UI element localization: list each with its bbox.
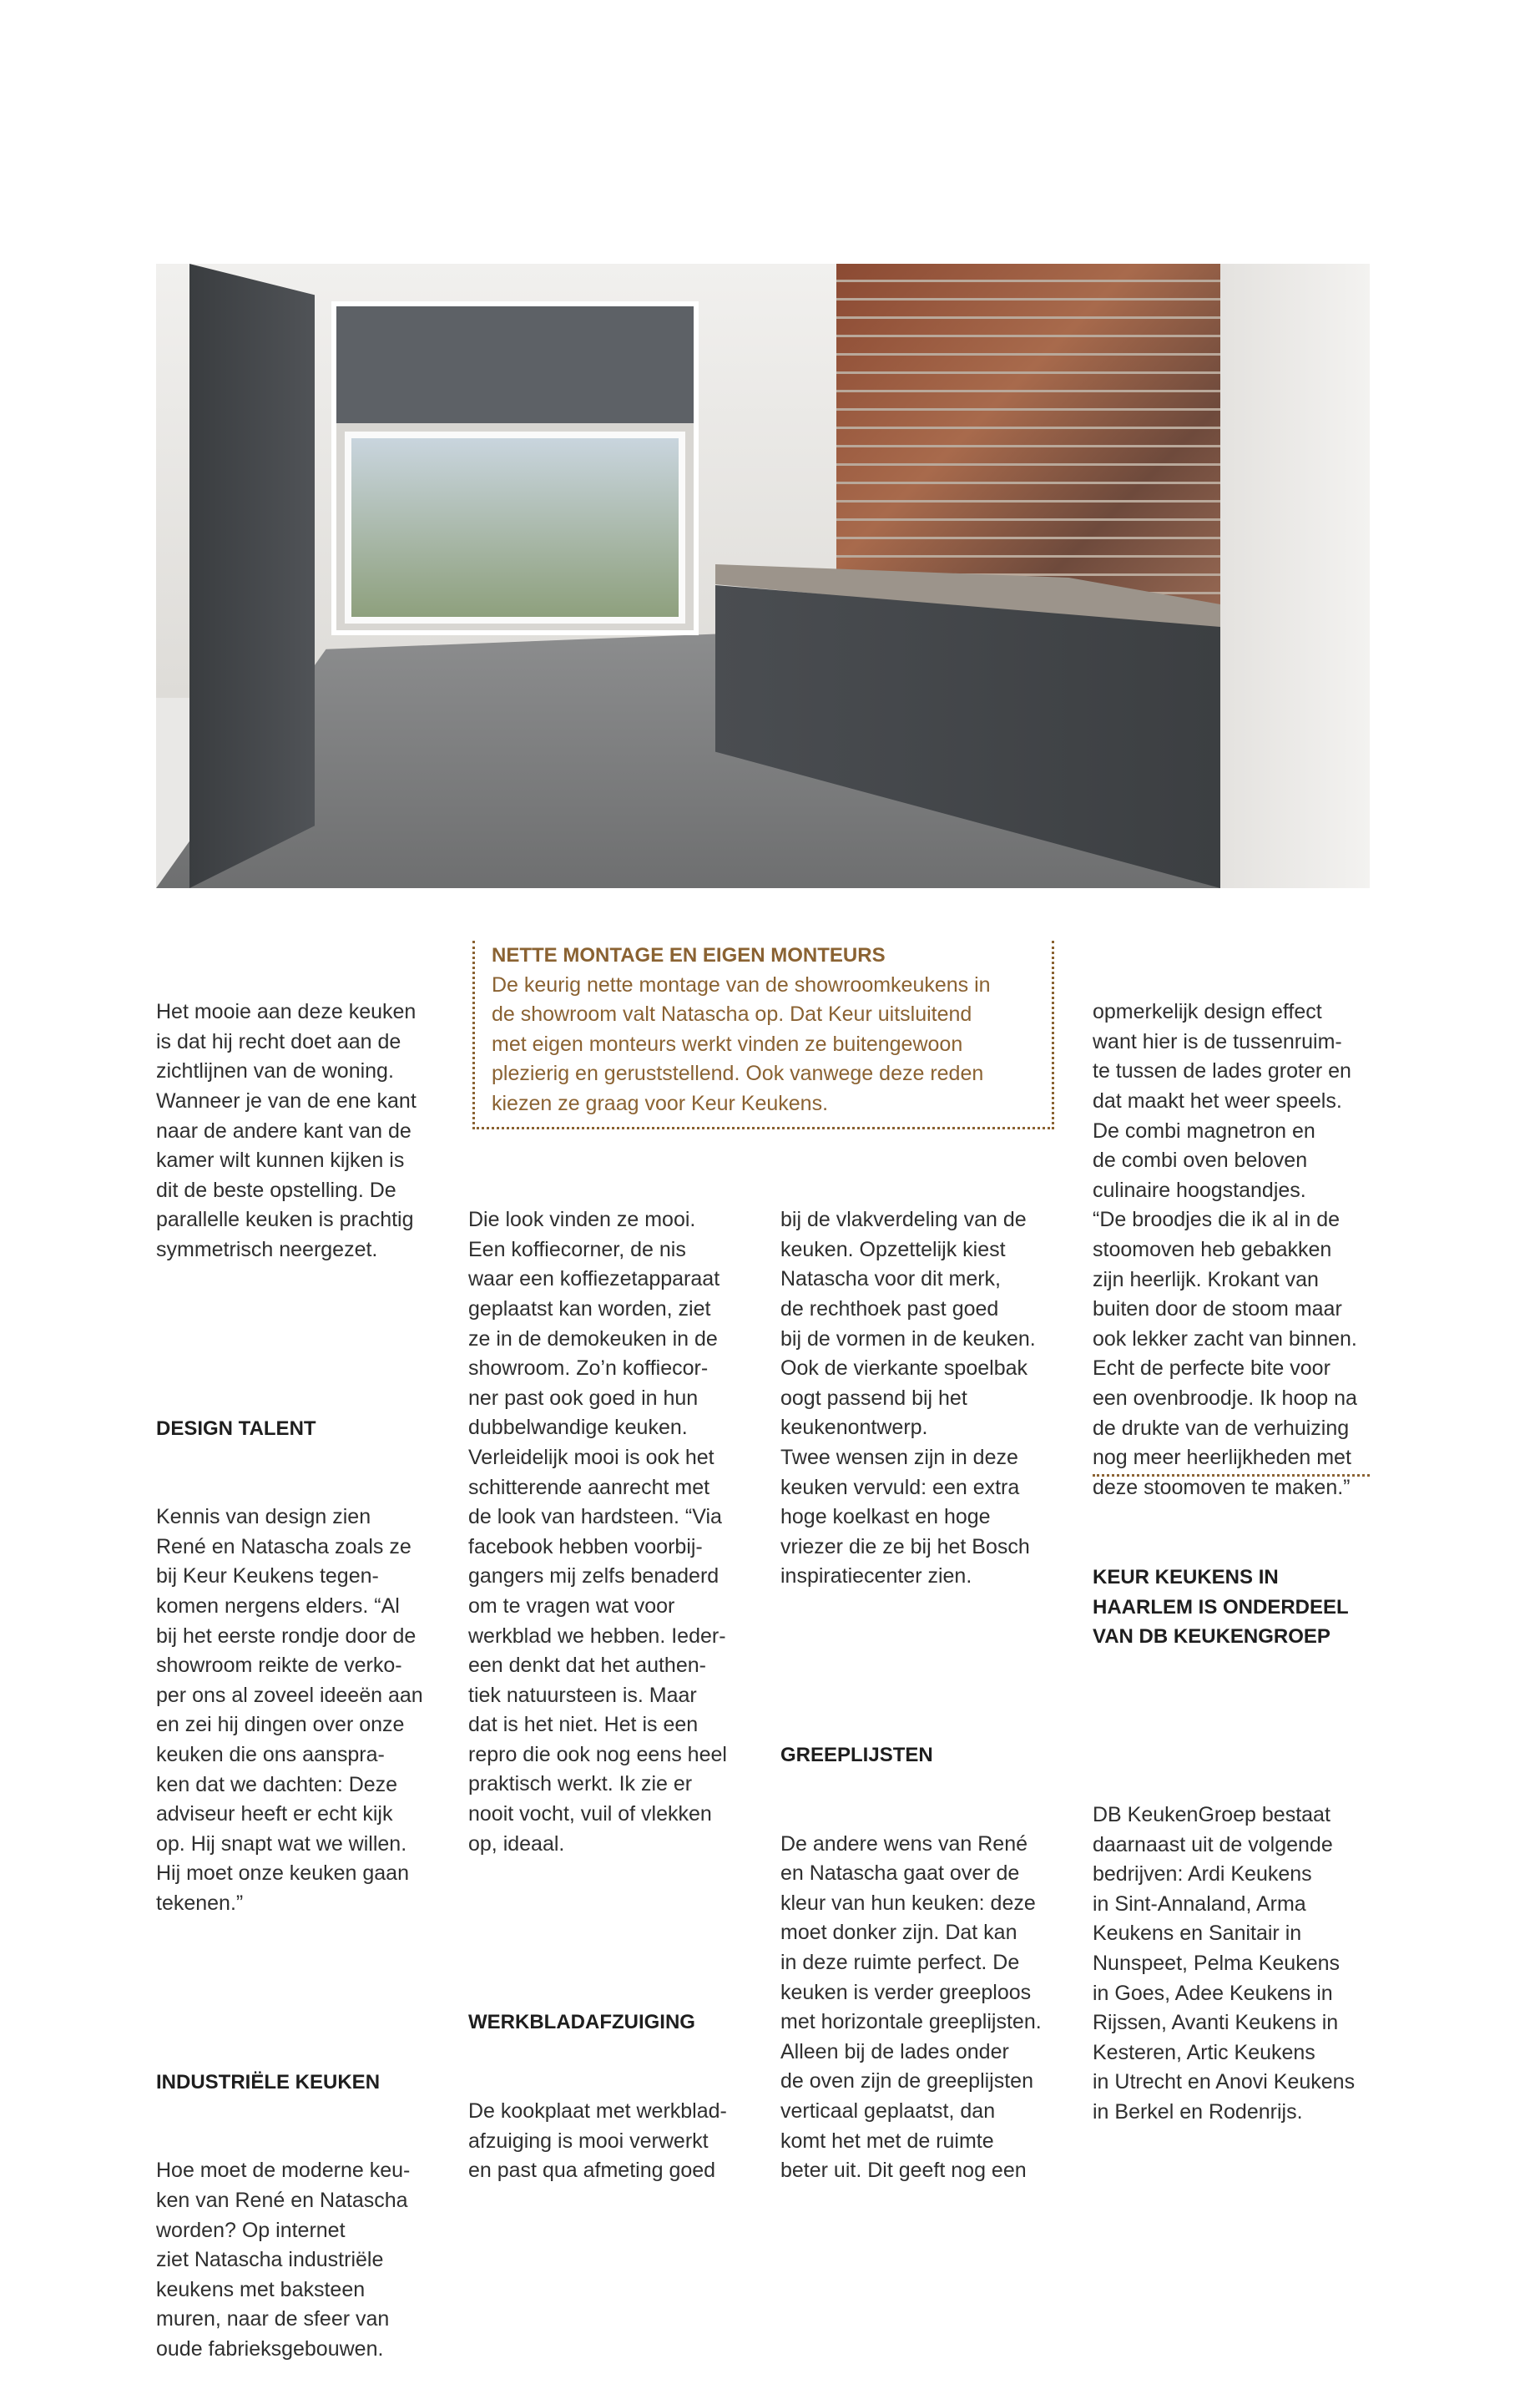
- column-2: [468, 1146, 727, 2215]
- intro-paragraph: Het mooie aan deze keuken is dat hij recht doet aan de zichtlijnen van de woning. Wanneer je van de ene kant naar de andere kant van de kamer wilt kunnen kijken is dit de beste opstelling. De parallelle keuken is prachtig symmetrisch neergezet.: [156, 1000, 417, 1261]
- column-1: [156, 938, 423, 2394]
- heading-werkbladafzuiging: WERKBLADAFZUIGING: [468, 2011, 695, 2034]
- column-4-sidebar: [1093, 1503, 1355, 2157]
- callout-heading: NETTE MONTAGE EN EIGEN MONTEURS: [492, 944, 886, 967]
- heading-greeplijsten: GREEPLIJSTEN: [780, 1743, 933, 1766]
- callout-box: [472, 941, 1054, 1129]
- column-3: [780, 1146, 1042, 2215]
- paragraph: Kennis van design zien René en Natascha zoals ze bij Keur Keukens tegen- komen nergens elders. “Al bij het eerste rondje door de showroom reikte de verko- per ons al zoveel ideeën aan en zei hij dingen over onze keuken die ons aanspra- ken dat we dachten: Deze adviseur heeft er echt kijk op. Hij snapt wat we willen. Hij moet onze keuken gaan tekenen.”: [156, 1505, 423, 1915]
- column-4: [1093, 938, 1357, 1533]
- tall-cabinets: [189, 264, 315, 888]
- heading-industriele-keuken: INDUSTRIËLE KEUKEN: [156, 2070, 381, 2093]
- heading-design-talent: DESIGN TALENT: [156, 1417, 316, 1440]
- dotted-divider: [1093, 1474, 1370, 1477]
- kitchen-photo: [156, 264, 1370, 888]
- paragraph: Die look vinden ze mooi. Een koffiecorner, de nis waar een koffiezetapparaat geplaatst kan worden, ziet ze in de demokeuken in de showroom. Zo’n koffiecor- ner past ook goed in hun dubbelwandige keuken. Verleidelijk mooi is ook het schitterende aanrecht met de look van hardsteen. “Via facebook hebben voorbij- gangers mij zelfs benaderd om te vragen wat voor werkblad we hebben. Ieder- een denkt dat het authen- tiek natuursteen is. Maar dat is het niet. Het is een repro die ook nog eens heel praktisch werkt. Ik zie er nooit vocht, vuil of vlekken op, ideaal.: [468, 1208, 727, 1856]
- paragraph: Hoe moet de moderne keu- ken van René en Natascha worden? Op internet ziet Natascha industriële keukens met baksteen muren, naar de sfeer van oude fabrieksgebouwen.: [156, 2159, 411, 2361]
- paragraph: opmerkelijk design effect want hier is de tussenruim- te tussen de lades groter en dat maakt het weer speels. De combi magnetron en de combi oven beloven culinaire hoogstandjes. “De broodjes die ik al in de stoomoven heb gebakken zijn heerlijk. Krokant van buiten door de stoom maar ook lekker zacht van binnen. Echt de perfecte bite voor een ovenbroodje. Ik hoop na de drukte van de verhuizing nog meer heerlijkheden met deze stoomoven te maken.”: [1093, 1000, 1357, 1499]
- paragraph: DB KeukenGroep bestaat daarnaast uit de volgende bedrijven: Ardi Keukens in Sint-Annaland, Arma Keukens en Sanitair in Nunspeet, Pelma Keukens in Goes, Adee Keukens in Rijssen, Avanti Keukens in Kesteren, Artic Keukens in Utrecht en Anovi Keukens in Berkel en Rodenrijs.: [1093, 1802, 1356, 2124]
- right-wall: [1220, 264, 1370, 888]
- paragraph: bij de vlakverdeling van de keuken. Opzettelijk kiest Natascha voor dit merk, de rechthoek past goed bij de vormen in de keuken. Ook de vierkante spoelbak oogt passend bij het keukenontwerp. Twee wensen zijn in deze keuken vervuld: een extra hoge koelkast en hoge vriezer die ze bij het Bosch inspiratiecenter zien.: [780, 1208, 1036, 1588]
- window: [331, 301, 699, 635]
- heading-db-keukengroep: KEUR KEUKENS IN HAARLEM IS ONDERDEEL VAN DB KEUKENGROEP: [1093, 1566, 1349, 1649]
- paragraph: De kookplaat met werkblad- afzuiging is mooi verwerkt en past qua afmeting goed: [468, 2099, 727, 2183]
- paragraph: De andere wens van René en Natascha gaat over de kleur van hun keuken: deze moet donker zijn. Dat kan in deze ruimte perfect. De keuken is verder greeploos met horizontale greeplijsten. Alleen bij de lades onder de oven zijn de greeplijsten verticaal geplaatst, dan komt het met de ruimte beter uit. Dit geeft nog een: [780, 1831, 1042, 2183]
- callout-text: De keurig nette montage van de showroomkeukens in de showroom valt Natascha op. Dat Keur uitsluitend met eigen monteurs werkt vinden ze buitengewoon plezierig en geruststellend. Ook vanwege deze reden kiezen ze graag voor Keur Keukens.: [492, 972, 991, 1115]
